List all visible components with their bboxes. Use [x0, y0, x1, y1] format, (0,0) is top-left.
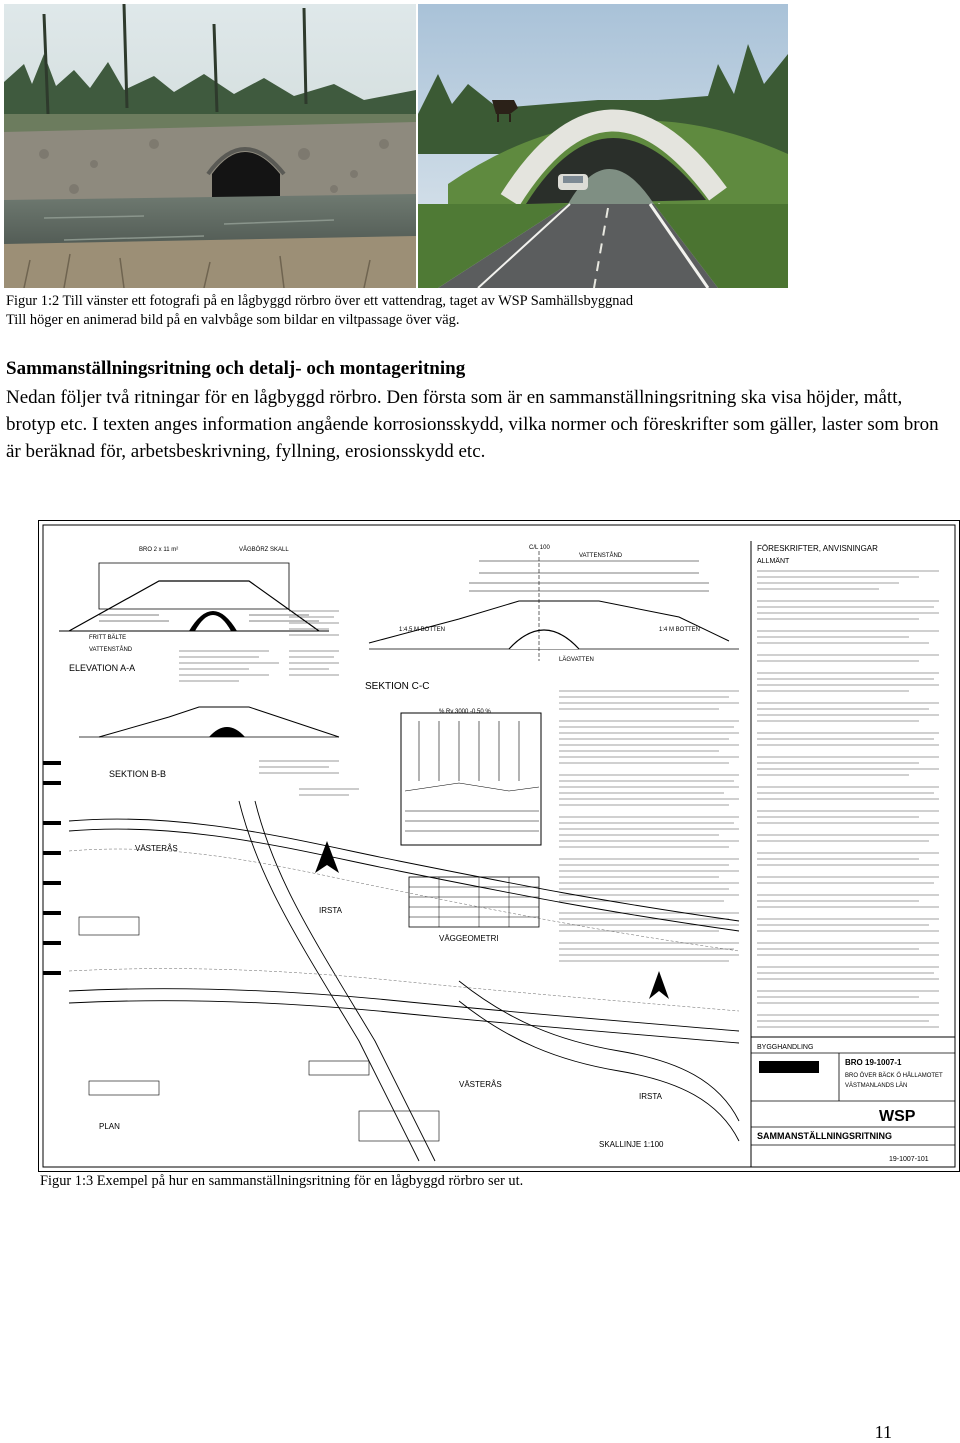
section-heading: Sammanställningsritning och detalj- och montageritning [6, 358, 466, 379]
bridge-name: BRO ÖVER BÄCK Ö HÅLLAMOTET [845, 1073, 943, 1079]
svg-text:% Rv 3000 -0.50 %: % Rv 3000 -0.50 % [439, 709, 491, 715]
label-plan: PLAN [99, 1122, 120, 1131]
image-wildlife-passage [418, 4, 788, 288]
drawing-title: SAMMANSTÄLLNINGSRITNING [757, 1131, 892, 1141]
figure-1-2-caption [6, 292, 956, 330]
svg-text:C/L 100: C/L 100 [529, 545, 550, 551]
caption-line-2: Till höger en animerad bild på en valvbåge som bildar en viltpassage över väg. [6, 312, 460, 328]
label-skalinje: SKALLINJE 1:100 [599, 1140, 664, 1149]
assembly-drawing [38, 520, 960, 1172]
county-name: VÄSTMANLANDS LÄN [845, 1083, 908, 1089]
label-section-bb: SEKTION B-B [109, 769, 167, 779]
company-logo: WSP [879, 1108, 916, 1125]
label-foreskrifter: FÖRESKRIFTER, ANVISNINGAR [757, 544, 878, 553]
svg-text:FRITT BÄLTE: FRITT BÄLTE [89, 635, 127, 641]
svg-text:VATTENSTÅND: VATTENSTÅND [89, 647, 133, 653]
label-vaggeometri: VÄGGEOMETRI [439, 934, 499, 943]
svg-text:VÅGBÖRZ SKALL: VÅGBÖRZ SKALL [239, 547, 289, 553]
svg-text:VATTENSTÅND: VATTENSTÅND [579, 553, 623, 559]
label-vasteras-1: VÄSTERÅS [135, 844, 178, 853]
page-number: 11 [874, 1422, 892, 1442]
svg-text:1:4,5 M BOTTEN: 1:4,5 M BOTTEN [399, 627, 446, 633]
label-bygghandling: BYGGHANDLING [757, 1044, 814, 1051]
label-section-cc: SEKTION C-C [365, 681, 430, 692]
svg-text:LÄGVATTEN: LÄGVATTEN [559, 657, 594, 663]
svg-text:1:4 M BOTTEN: 1:4 M BOTTEN [659, 627, 701, 633]
caption-line-1: Figur 1:2 Till vänster ett fotografi på en lågbyggd rörbro över ett vattendrag, taget av WSP Samhällsbyggnad [6, 293, 634, 309]
photo-pipe-bridge [4, 4, 416, 288]
svg-text:BRO 2 x 11 m²: BRO 2 x 11 m² [139, 547, 179, 553]
body-paragraph: Nedan följer två ritningar för en lågbyggd rörbro. Den första som är en sammanställningsritning ska visa höjder, mått, brotyp etc. I texten anges information angående korrosionsskydd, vilka normer och föreskrifter som gäller, laster som bron är beräknad för, arbetsbeskrivning, fyllning, erosionsskydd etc. [6, 387, 939, 462]
bridge-number: BRO 19-1007-1 [845, 1058, 902, 1067]
drawing-number: 19-1007-101 [889, 1156, 929, 1163]
label-irsta-1: IRSTA [319, 906, 342, 915]
label-allmant: ALLMÄNT [757, 558, 790, 565]
label-vasteras-2: VÄSTERÅS [459, 1080, 502, 1089]
label-irsta-2: IRSTA [639, 1092, 662, 1101]
label-elevation-aa: ELEVATION A-A [69, 663, 136, 673]
figure-1-3-caption: Figur 1:3 Exempel på hur en sammanställningsritning för en lågbyggd rörbro ser ut. [40, 1173, 524, 1189]
